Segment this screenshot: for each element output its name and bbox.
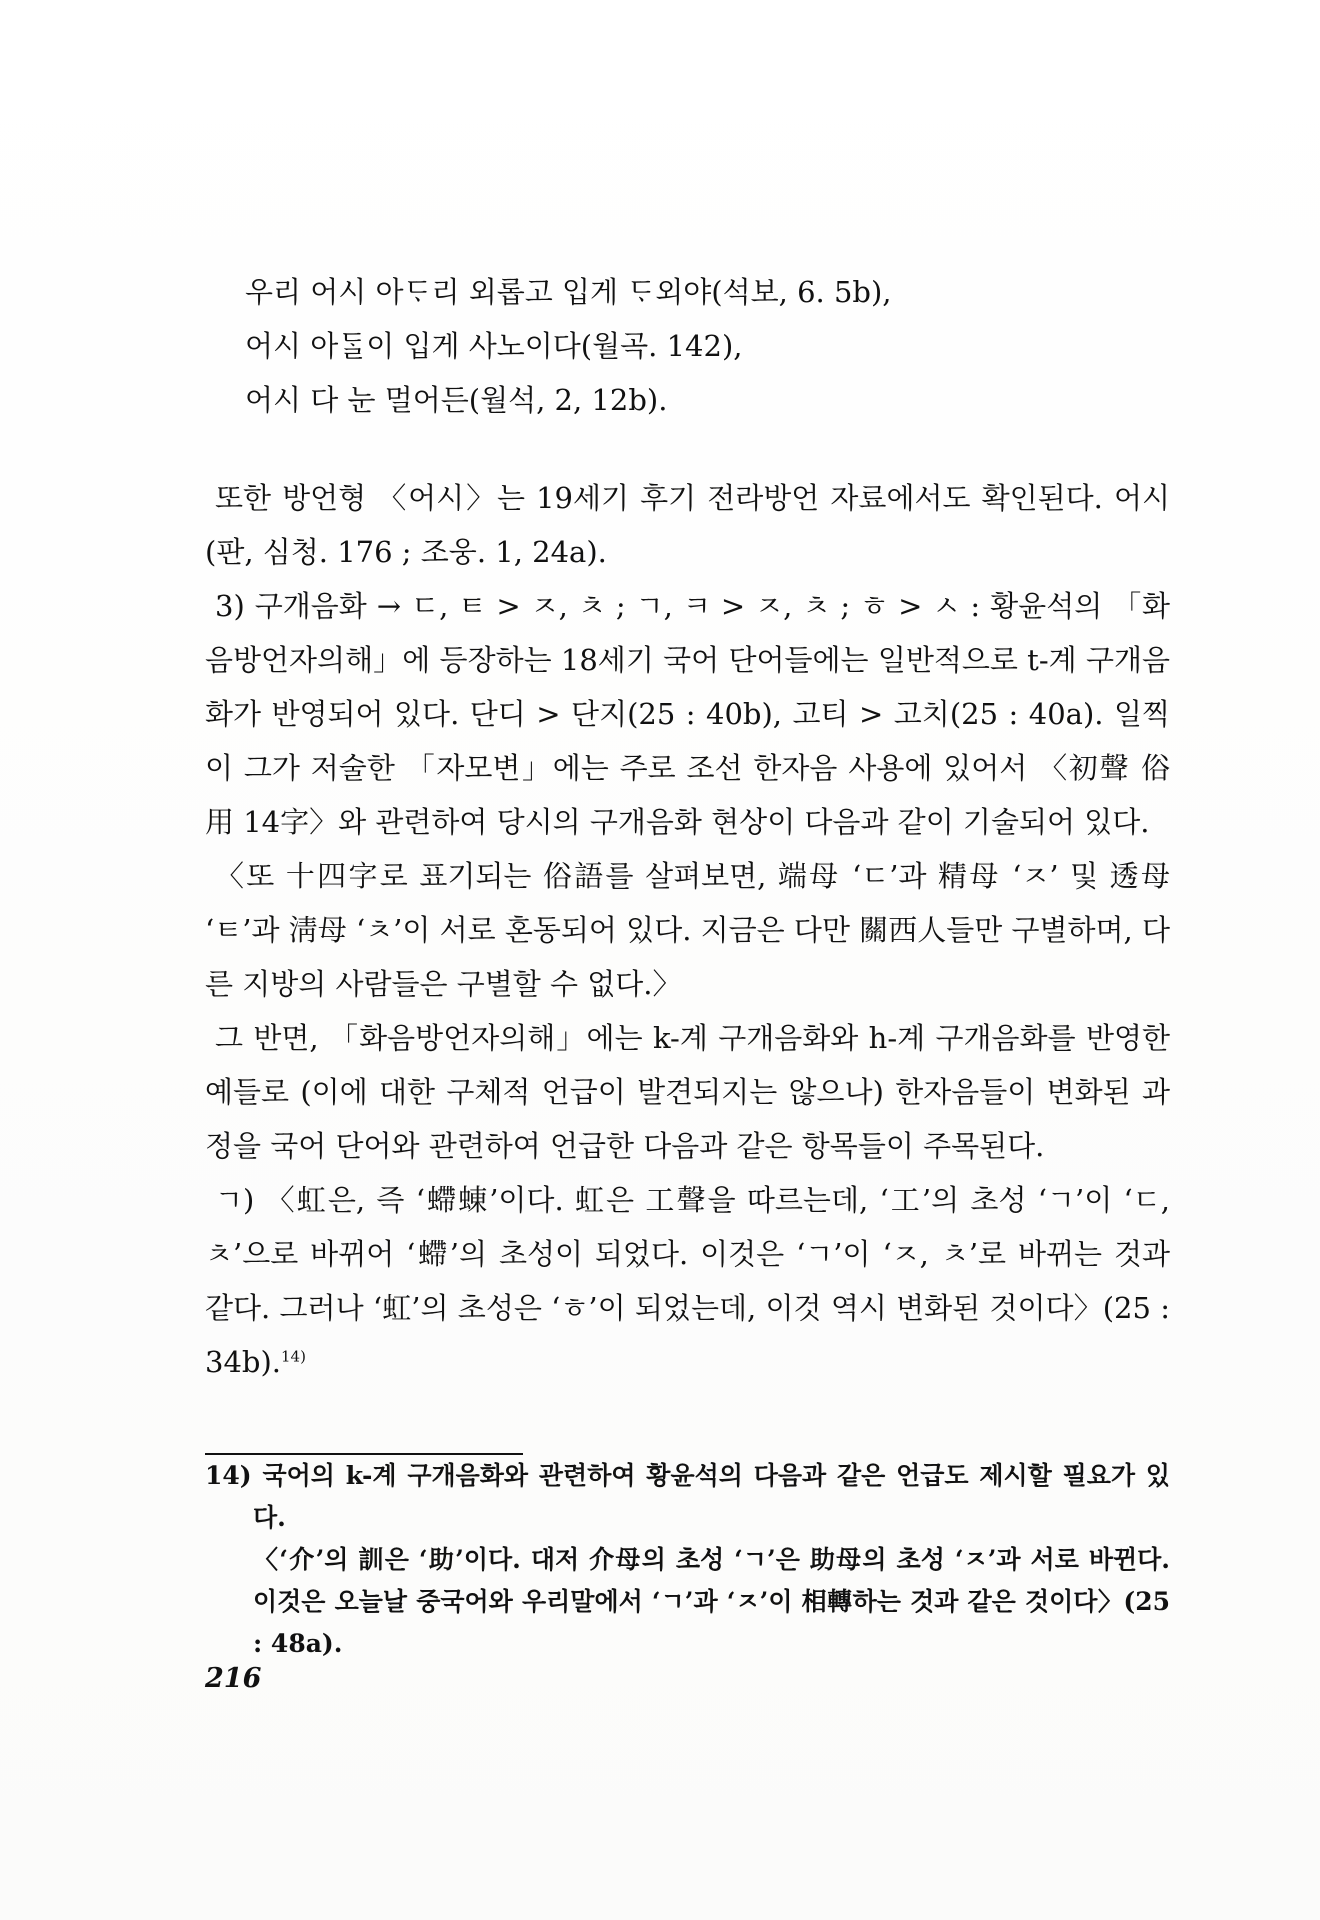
main-text	[205, 265, 1170, 1389]
footnote-text: 국어의 k-계 구개음화와 관련하여 황윤석의 다음과 같은 언급도 제시할 필요가 있다.	[253, 1461, 1170, 1532]
citation-line: 어시 다 눈 멀어든(월석, 2, 12b).	[245, 383, 668, 417]
paragraph: 또한 방언형 〈어시〉는 19세기 후기 전라방언 자료에서도 확인된다. 어시(판, 심청. 176 ; 조웅. 1, 24a).	[205, 481, 1170, 569]
footnote-marker: 14)	[281, 1347, 306, 1366]
footnote-quote: 〈‘介’의 訓은 ‘助’이다. 대저 介母의 초성 ‘ㄱ’은 助母의 초성 ‘ㅈ’과 서로 바뀐다. 이것은 오늘날 중국어와 우리말에서 ‘ㄱ’과 ‘ㅈ’이 相轉하는 것과 같은 것이다〉(25 : 48a).	[253, 1545, 1170, 1658]
paragraph	[205, 1173, 1170, 1389]
block-quote: 〈또 十四字로 표기되는 俗語를 살펴보면, 端母 ‘ㄷ’과 精母 ‘ㅈ’ 및 透母 ‘ㅌ’과 淸母 ‘ㅊ’이 서로 혼동되어 있다. 지금은 다만 關西人들만 구별하며, 다른 지방의 사람들은 구별할 수 없다.〉	[205, 859, 1170, 1001]
footnote	[205, 1455, 1170, 1665]
citation-line: 어시 아ᄃᆞᆯ이 입게 사노이다(월곡. 142),	[245, 329, 743, 363]
paragraph: 그 반면, 「화음방언자의해」에는 k-계 구개음화와 h-계 구개음화를 반영한 예들로 (이에 대한 구체적 언급이 발견되지는 않으나) 한자음들이 변화된 과정을 국어 단어와 관련하여 언급한 다음과 같은 항목들이 주목된다.	[205, 1021, 1170, 1163]
paragraph: 3) 구개음화 → ㄷ, ㅌ > ㅈ, ㅊ ; ㄱ, ㅋ > ㅈ, ㅊ ; ㅎ > ㅅ : 황윤석의 「화음방언자의해」에 등장하는 18세기 국어 단어들에는 일반적으로 t-계 구개음화가 반영되어 있다. 단디 > 단지(25 : 40b), 고티 > 고치(25 : 40a). 일찍이 그가 저술한 「자모변」에는 주로 조선 한자음 사용에 있어서 〈初聲 俗用 14字〉와 관련하여 당시의 구개음화 현상이 다음과 같이 기술되어 있다.	[205, 589, 1170, 839]
footnote-text-line	[205, 1455, 1170, 1539]
citation-block	[245, 265, 1170, 427]
paragraph-text: ㄱ) 〈虹은, 즉 ‘螮蝀’이다. 虹은 工聲을 따르는데, ‘工’의 초성 ‘ㄱ’이 ‘ㄷ, ㅊ’으로 바뀌어 ‘螮’의 초성이 되었다. 이것은 ‘ㄱ’이 ‘ㅈ, ㅊ’로 바뀌는 것과 같다. 그러나 ‘虹’의 초성은 ‘ㅎ’이 되었는데, 이것 역시 변화된 것이다〉(25 : 34b).	[205, 1183, 1170, 1379]
page-number: 216	[205, 1663, 262, 1694]
footnote-number: 14)	[205, 1461, 252, 1490]
citation-line: 우리 어시 아ᄃᆞ리 외롭고 입게 ᄃᆞ외야(석보, 6. 5b),	[245, 275, 892, 309]
